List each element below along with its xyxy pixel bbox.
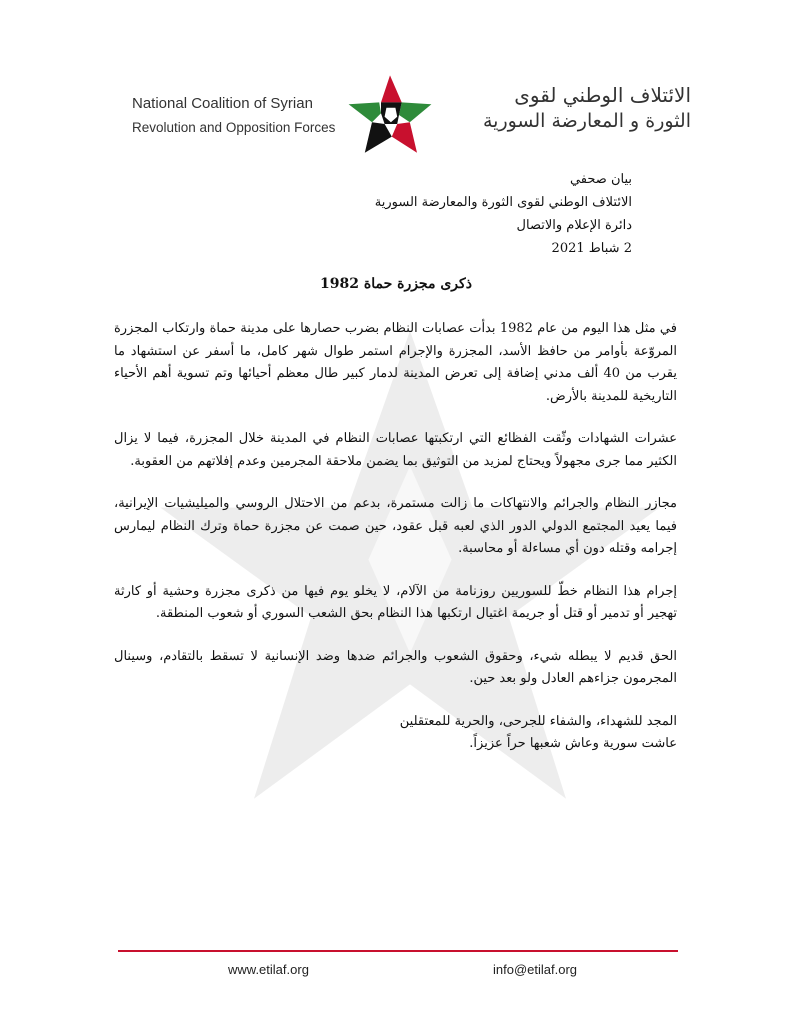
signoff-line1: المجد للشهداء، والشفاء للجرحى، والحرية للمعتقلين	[399, 713, 677, 729]
org-name-arabic	[436, 82, 691, 134]
body-paragraph: في مثل هذا اليوم من عام 1982 بدأت عصابات النظام بضرب حصارها على مدينة حماة وارتكاب المجزرة المروّعة بأوامر من حافظ الأسد، المجزرة والإجرام استمر طوال شهر كامل، ما أسفر عن استشهاد ما يقرب من 40 ألف مدني إضافة إلى تعرض المدينة لدمار كبير طال معظم أحيائها وتم تسوية أهم الأحياء التاريخية للمدينة بالأرض.	[114, 321, 677, 404]
statement-meta	[372, 168, 632, 260]
signoff	[114, 711, 677, 756]
body-paragraph: مجازر النظام والجرائم والانتهاكات ما زالت مستمرة، بدعم من الاحتلال الروسي والميليشيات الإيرانية، فيما يعيد المجتمع الدولي الدور الذي لعبه قبل عقود، حين صمت عن مجزرة حماة وترك النظام ليمارس إجرامه وقتله دون أي مساءلة أو محاسبة.	[114, 496, 677, 556]
footer-divider	[118, 950, 678, 952]
statement-body	[114, 318, 677, 776]
statement-title: ذكرى مجزرة حماة 1982	[320, 276, 472, 292]
statement-date: 2 شباط 2021	[551, 241, 632, 256]
org-name-english-line1: National Coalition of Syrian	[132, 95, 313, 112]
body-paragraph: الحق قديم لا يبطله شيء، وحقوق الشعوب والجرائم ضدها وضد الإنسانية لا تسقط بالتقادم، وسينال المجرمون جزاءهم العادل ولو بعد حين.	[114, 648, 677, 686]
org-name-english	[132, 92, 335, 140]
statement-department: دائرة الإعلام والاتصال	[516, 218, 632, 233]
statement-type: بيان صحفي	[569, 172, 632, 187]
org-name-arabic-line2: الثورة و المعارضة السورية	[482, 110, 691, 132]
body-paragraph: عشرات الشهادات وثّقت الفظائع التي ارتكبتها عصابات النظام في المدينة خلال المجزرة، فيما لا يزال الكثير مما جرى مجهولاً ويحتاج لمزيد من التوثيق بما يضمن ملاحقة المجرمين وعدم إفلاتهم من العقوبة.	[114, 431, 677, 469]
body-paragraph: إجرام هذا النظام خطّ للسوريين روزنامة من الآلام، لا يخلو يوم فيها من ذكرى مجزرة وحشية أو كارثة تهجير أو تدمير أو قتل أو جريمة اغتيال ارتكبها هذا النظام بحق الشعب السوري أو شعوب المنطقة.	[114, 583, 677, 621]
org-name-arabic-line1: الائتلاف الوطني لقوى	[514, 83, 691, 107]
statement-issuer: الائتلاف الوطني لقوى الثورة والمعارضة السورية	[374, 195, 632, 210]
letterhead	[0, 60, 792, 150]
org-name-english-line2: Revolution and Opposition Forces	[132, 120, 336, 135]
coalition-star-logo	[345, 70, 435, 160]
email-link[interactable]: info@etilaf.org	[493, 962, 578, 977]
signoff-line2: عاشت سورية وعاش شعبها حراً عزيزاً.	[469, 736, 677, 751]
website-link[interactable]: www.etilaf.org	[228, 962, 309, 977]
